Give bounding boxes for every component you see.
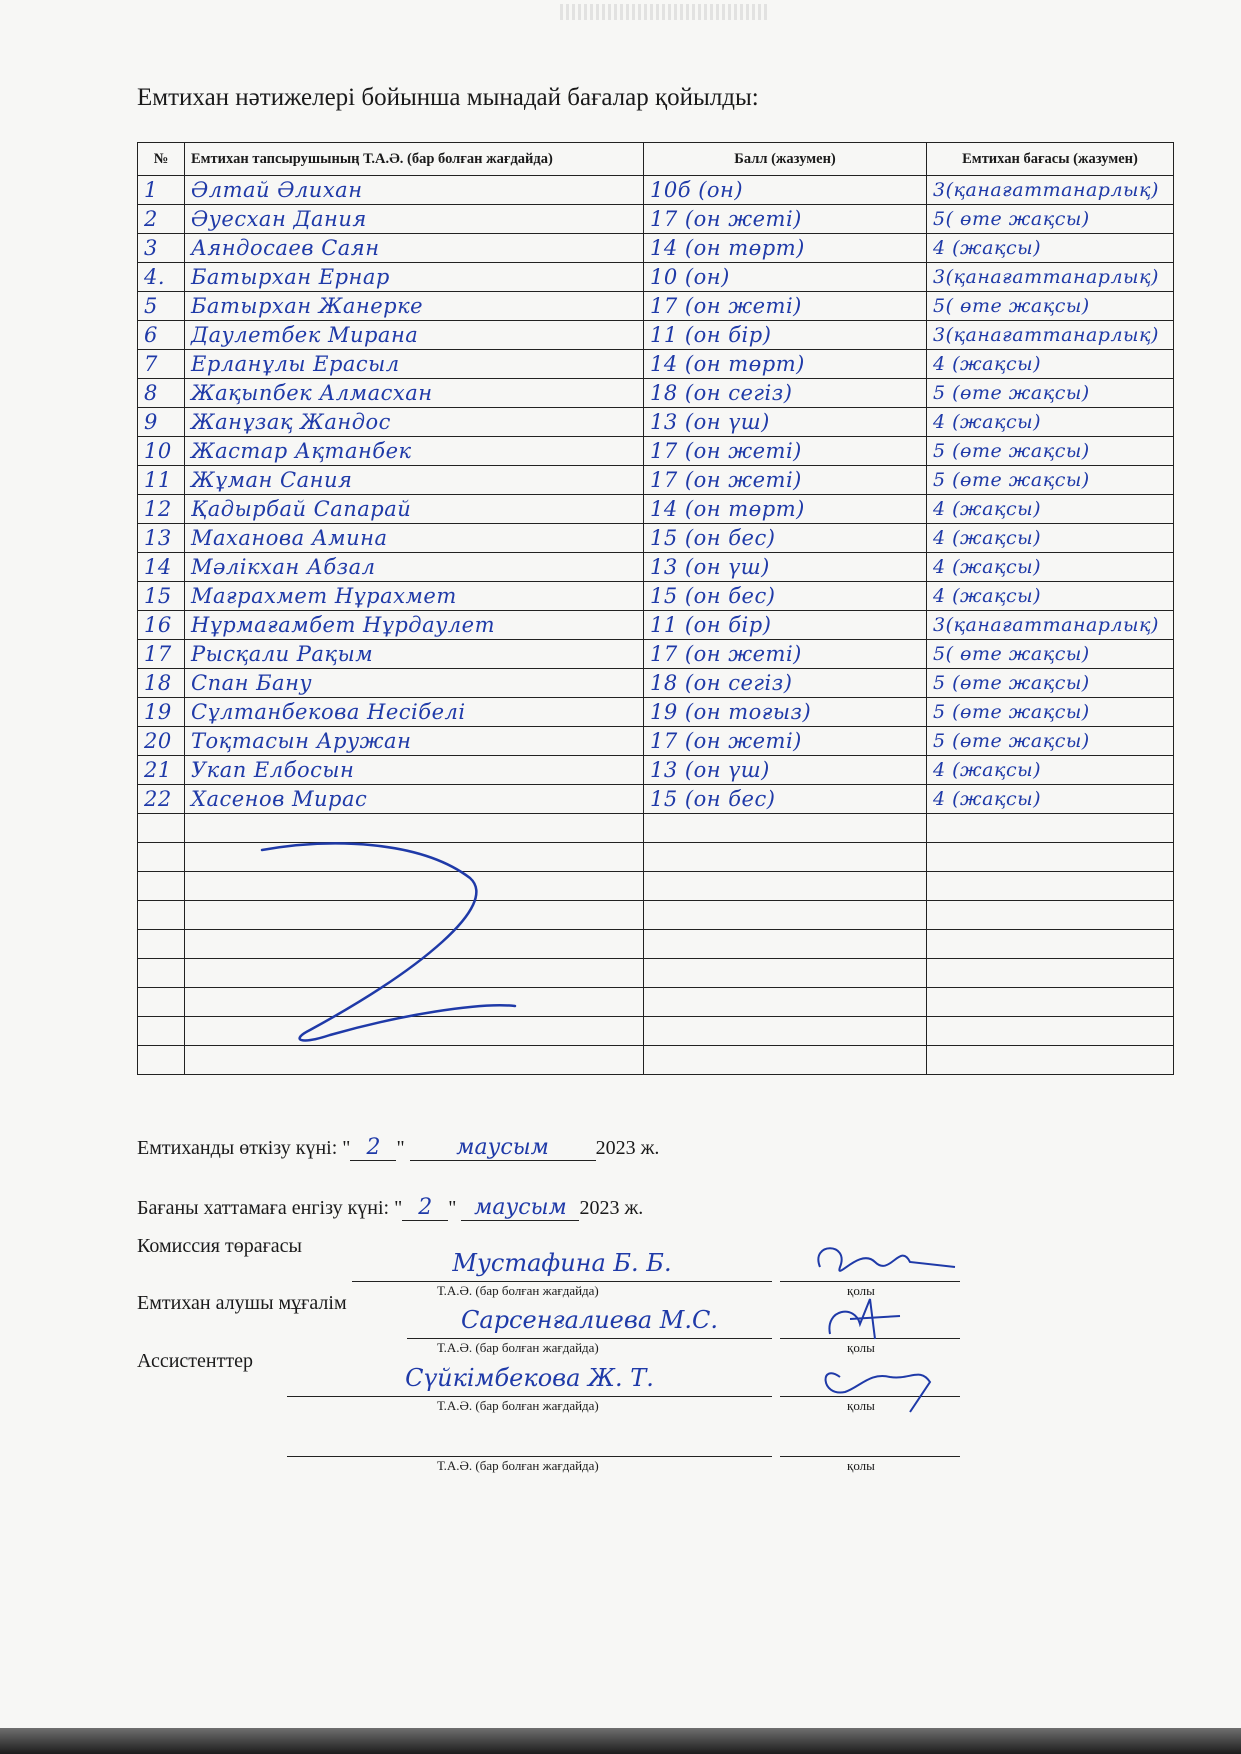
score-text: 14 (он төрт) xyxy=(644,234,927,263)
empty-cell xyxy=(185,930,644,959)
extra-name-caption: Т.А.Ә. (бар болған жағдайда) xyxy=(437,1458,599,1473)
score-text: 15 (он бес) xyxy=(644,785,927,814)
results-table xyxy=(137,142,1174,1075)
grade-text: 4 (жақсы) xyxy=(927,553,1174,582)
student-name: Рысқали Рақым xyxy=(185,640,644,669)
score-text: 15 (он бес) xyxy=(644,524,927,553)
student-name: Батырхан Жанерке xyxy=(185,292,644,321)
table-row xyxy=(138,437,1174,466)
row-number: 10 xyxy=(138,437,185,466)
assistant-name-caption: Т.А.Ә. (бар болған жағдайда) xyxy=(437,1398,599,1413)
grade-text: 5( өте жақсы) xyxy=(927,292,1174,321)
row-number: 12 xyxy=(138,495,185,524)
grade-text: 3(қанағаттанарлық) xyxy=(927,611,1174,640)
row-number: 1 xyxy=(138,176,185,205)
teacher-signature-field xyxy=(780,1312,960,1339)
table-row xyxy=(138,669,1174,698)
exam-date-day: 2 xyxy=(350,1135,396,1161)
teacher-name-caption: Т.А.Ә. (бар болған жағдайда) xyxy=(437,1340,599,1355)
student-name: Қадырбай Сапарай xyxy=(185,495,644,524)
score-text: 17 (он жеті) xyxy=(644,292,927,321)
row-number: 5 xyxy=(138,292,185,321)
score-text: 11 (он бір) xyxy=(644,611,927,640)
signature-row-chair xyxy=(137,1235,1157,1298)
row-number: 15 xyxy=(138,582,185,611)
row-number: 22 xyxy=(138,785,185,814)
score-text: 17 (он жеті) xyxy=(644,466,927,495)
empty-cell xyxy=(138,843,185,872)
student-name: Хасенов Мирас xyxy=(185,785,644,814)
student-name: Ерланұлы Ерасыл xyxy=(185,350,644,379)
empty-cell xyxy=(138,872,185,901)
signature-row-assistants xyxy=(137,1350,1157,1413)
student-name: Жастар Ақтанбек xyxy=(185,437,644,466)
chair-sig-caption: қолы xyxy=(847,1283,875,1298)
table-row xyxy=(138,234,1174,263)
header-number: № xyxy=(138,143,185,176)
table-row xyxy=(138,524,1174,553)
assistant-sig-caption: қолы xyxy=(847,1398,875,1413)
empty-cell xyxy=(185,843,644,872)
grade-text: 4 (жақсы) xyxy=(927,495,1174,524)
empty-cell xyxy=(138,1046,185,1075)
row-number: 3 xyxy=(138,234,185,263)
header-grade: Емтихан бағасы (жазумен) xyxy=(927,143,1174,176)
row-number: 6 xyxy=(138,321,185,350)
table-row xyxy=(138,466,1174,495)
empty-row xyxy=(138,814,1174,843)
table-row xyxy=(138,785,1174,814)
table-row xyxy=(138,176,1174,205)
header-score: Балл (жазумен) xyxy=(644,143,927,176)
assistant-name-field xyxy=(287,1364,772,1397)
assistant-name: Сүйкімбекова Ж. Т. xyxy=(405,1364,654,1392)
empty-cell xyxy=(927,901,1174,930)
empty-cell xyxy=(927,959,1174,988)
row-number: 18 xyxy=(138,669,185,698)
score-text: 17 (он жеті) xyxy=(644,205,927,234)
row-number: 11 xyxy=(138,466,185,495)
empty-cell xyxy=(185,1017,644,1046)
table-row xyxy=(138,350,1174,379)
empty-row xyxy=(138,1046,1174,1075)
grade-text: 3(қанағаттанарлық) xyxy=(927,263,1174,292)
student-name: Маханова Амина xyxy=(185,524,644,553)
empty-cell xyxy=(185,901,644,930)
row-number: 9 xyxy=(138,408,185,437)
student-name: Әлтай Әлихан xyxy=(185,176,644,205)
row-number: 7 xyxy=(138,350,185,379)
student-name: Нұрмағамбет Нұрдаулет xyxy=(185,611,644,640)
table-row xyxy=(138,495,1174,524)
exam-date-month: маусым xyxy=(410,1135,596,1161)
table-row xyxy=(138,611,1174,640)
score-text: 15 (он бес) xyxy=(644,582,927,611)
teacher-name-field xyxy=(407,1306,772,1339)
scan-bottom-edge xyxy=(0,1728,1241,1754)
score-text: 10б (он) xyxy=(644,176,927,205)
row-number: 13 xyxy=(138,524,185,553)
grade-text: 4 (жақсы) xyxy=(927,785,1174,814)
student-name: Әуесхан Дания xyxy=(185,205,644,234)
student-name: Батырхан Ернар xyxy=(185,263,644,292)
student-name: Даулетбек Мирана xyxy=(185,321,644,350)
empty-row xyxy=(138,1017,1174,1046)
table-header-row xyxy=(138,143,1174,176)
exam-date-sep: " xyxy=(396,1137,405,1159)
table-row xyxy=(138,263,1174,292)
empty-cell xyxy=(185,1046,644,1075)
score-text: 11 (он бір) xyxy=(644,321,927,350)
extra-name-field xyxy=(287,1430,772,1457)
empty-cell xyxy=(927,1017,1174,1046)
grade-text: 4 (жақсы) xyxy=(927,234,1174,263)
page-heading: Емтихан нәтижелері бойынша мынадай бағалар қойылды: xyxy=(137,84,759,111)
student-name: Мағрахмет Нұрахмет xyxy=(185,582,644,611)
empty-cell xyxy=(185,959,644,988)
score-text: 17 (он жеті) xyxy=(644,640,927,669)
student-name: Тоқтасын Аружан xyxy=(185,727,644,756)
score-text: 13 (он үш) xyxy=(644,553,927,582)
teacher-name: Сарсенғалиева М.С. xyxy=(461,1306,718,1334)
empty-cell xyxy=(185,872,644,901)
grade-text: 4 (жақсы) xyxy=(927,756,1174,785)
empty-cell xyxy=(644,843,927,872)
row-number: 16 xyxy=(138,611,185,640)
empty-cell xyxy=(644,814,927,843)
row-number: 14 xyxy=(138,553,185,582)
chair-name-caption: Т.А.Ә. (бар болған жағдайда) xyxy=(437,1283,599,1298)
header-student-name: Емтихан тапсырушының Т.А.Ә. (бар болған жағдайда) xyxy=(185,143,644,176)
student-name: Мәлікхан Абзал xyxy=(185,553,644,582)
empty-cell xyxy=(644,1017,927,1046)
empty-row xyxy=(138,843,1174,872)
entry-date-label: Бағаны хаттамаға енгізу күні: " xyxy=(137,1197,403,1219)
empty-cell xyxy=(927,988,1174,1017)
row-number: 21 xyxy=(138,756,185,785)
empty-cell xyxy=(138,814,185,843)
table-row xyxy=(138,321,1174,350)
table-row xyxy=(138,408,1174,437)
extra-sig-caption: қолы xyxy=(847,1458,875,1473)
student-name: Жақыпбек Алмасхан xyxy=(185,379,644,408)
score-text: 18 (он сегіз) xyxy=(644,669,927,698)
table-row xyxy=(138,205,1174,234)
empty-cell xyxy=(927,814,1174,843)
empty-cell xyxy=(138,988,185,1017)
table-row xyxy=(138,582,1174,611)
empty-cell xyxy=(138,1017,185,1046)
empty-row xyxy=(138,930,1174,959)
entry-date-day: 2 xyxy=(402,1195,448,1221)
signature-row-teacher xyxy=(137,1292,1157,1355)
signature-row-extra xyxy=(137,1410,1157,1473)
chair-signature-field xyxy=(780,1255,960,1282)
grade-text: 4 (жақсы) xyxy=(927,350,1174,379)
grade-text: 5 (өте жақсы) xyxy=(927,466,1174,495)
grade-text: 3(қанағаттанарлық) xyxy=(927,176,1174,205)
grade-text: 5 (өте жақсы) xyxy=(927,437,1174,466)
empty-cell xyxy=(927,930,1174,959)
student-name: Сұлтанбекова Несібелі xyxy=(185,698,644,727)
score-text: 17 (он жеті) xyxy=(644,437,927,466)
table-row xyxy=(138,379,1174,408)
grade-text: 5( өте жақсы) xyxy=(927,640,1174,669)
exam-date-line xyxy=(137,1135,659,1161)
empty-row xyxy=(138,901,1174,930)
row-number: 19 xyxy=(138,698,185,727)
grade-text: 5( өте жақсы) xyxy=(927,205,1174,234)
score-text: 10 (он) xyxy=(644,263,927,292)
empty-row xyxy=(138,959,1174,988)
row-number: 2 xyxy=(138,205,185,234)
chair-name-field xyxy=(352,1249,772,1282)
score-text: 13 (он үш) xyxy=(644,408,927,437)
student-name: Аяндосаев Саян xyxy=(185,234,644,263)
empty-cell xyxy=(138,930,185,959)
empty-cell xyxy=(185,814,644,843)
score-text: 19 (он тоғыз) xyxy=(644,698,927,727)
entry-date-line xyxy=(137,1195,643,1221)
role-assistants: Ассистенттер xyxy=(137,1350,253,1372)
table-row xyxy=(138,640,1174,669)
score-text: 17 (он жеті) xyxy=(644,727,927,756)
grade-text: 4 (жақсы) xyxy=(927,524,1174,553)
grade-text: 4 (жақсы) xyxy=(927,582,1174,611)
chair-name: Мустафина Б. Б. xyxy=(452,1249,672,1277)
row-number: 4. xyxy=(138,263,185,292)
grade-text: 3(қанағаттанарлық) xyxy=(927,321,1174,350)
empty-cell xyxy=(644,988,927,1017)
table-row xyxy=(138,727,1174,756)
empty-cell xyxy=(138,959,185,988)
scan-smudge xyxy=(560,4,770,20)
row-number: 8 xyxy=(138,379,185,408)
student-name: Укап Елбосын xyxy=(185,756,644,785)
role-teacher: Емтихан алушы мұғалім xyxy=(137,1292,347,1314)
row-number: 17 xyxy=(138,640,185,669)
student-name: Жанұзақ Жандос xyxy=(185,408,644,437)
score-text: 14 (он төрт) xyxy=(644,350,927,379)
student-name: Жұман Сания xyxy=(185,466,644,495)
empty-cell xyxy=(927,843,1174,872)
student-name: Спан Бану xyxy=(185,669,644,698)
role-chair: Комиссия төрағасы xyxy=(137,1235,302,1257)
table-row xyxy=(138,292,1174,321)
score-text: 13 (он үш) xyxy=(644,756,927,785)
table-row xyxy=(138,553,1174,582)
score-text: 18 (он сегіз) xyxy=(644,379,927,408)
table-row xyxy=(138,698,1174,727)
exam-date-year: 2023 ж. xyxy=(595,1137,660,1159)
empty-row xyxy=(138,988,1174,1017)
grade-text: 5 (өте жақсы) xyxy=(927,379,1174,408)
row-number: 20 xyxy=(138,727,185,756)
empty-cell xyxy=(185,988,644,1017)
empty-row xyxy=(138,872,1174,901)
grade-text: 5 (өте жақсы) xyxy=(927,698,1174,727)
empty-cell xyxy=(644,959,927,988)
grade-text: 5 (өте жақсы) xyxy=(927,727,1174,756)
empty-cell xyxy=(927,1046,1174,1075)
empty-cell xyxy=(927,872,1174,901)
empty-cell xyxy=(644,1046,927,1075)
grade-text: 5 (өте жақсы) xyxy=(927,669,1174,698)
entry-date-month: маусым xyxy=(461,1195,579,1221)
teacher-sig-caption: қолы xyxy=(847,1340,875,1355)
extra-signature-field xyxy=(780,1430,960,1457)
table-row xyxy=(138,756,1174,785)
empty-cell xyxy=(644,930,927,959)
exam-date-label: Емтиханды өткізу күні: " xyxy=(137,1137,351,1159)
entry-date-year: 2023 ж. xyxy=(579,1197,644,1219)
empty-cell xyxy=(138,901,185,930)
grade-text: 4 (жақсы) xyxy=(927,408,1174,437)
empty-cell xyxy=(644,872,927,901)
score-text: 14 (он төрт) xyxy=(644,495,927,524)
empty-cell xyxy=(644,901,927,930)
assistant-signature-field xyxy=(780,1370,960,1397)
entry-date-sep: " xyxy=(448,1197,457,1219)
